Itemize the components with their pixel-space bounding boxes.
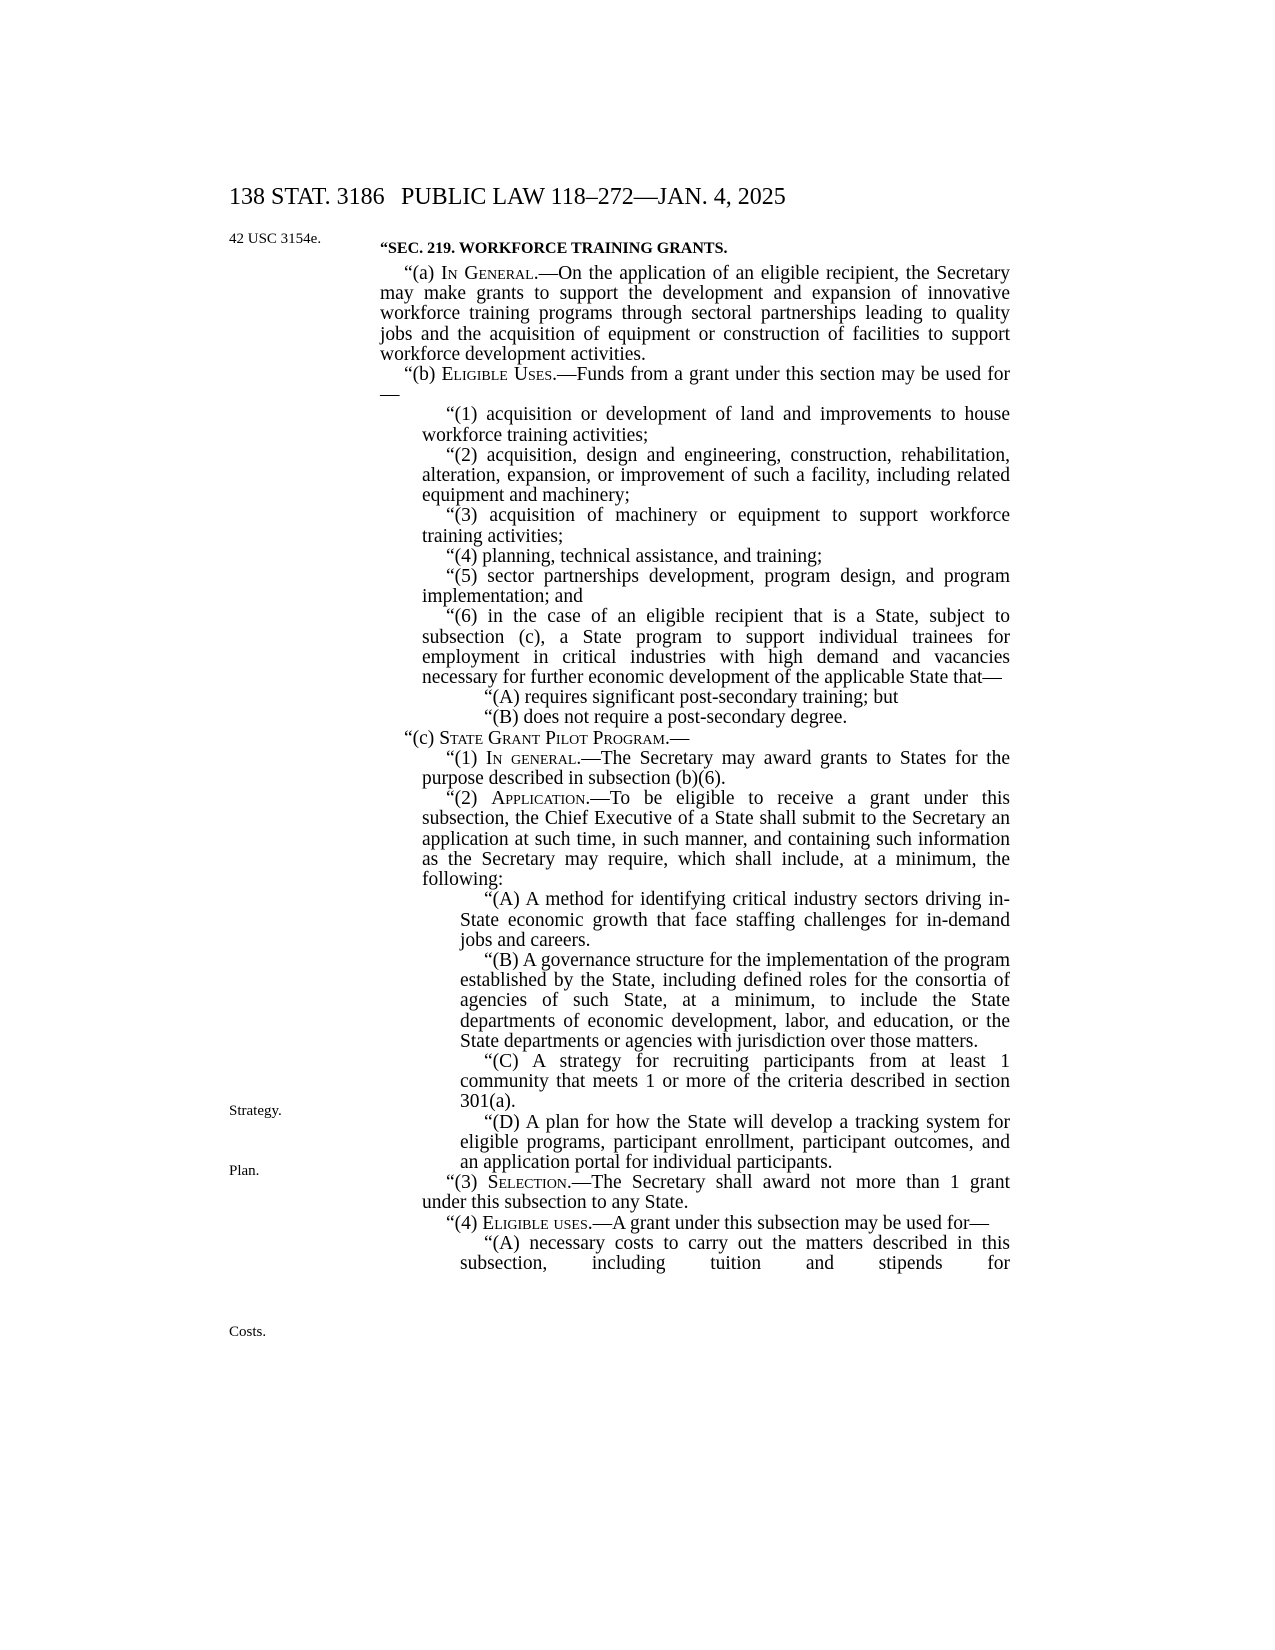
subparagraph-b-6-a: “(A) requires significant post-secondary training; but [484,687,899,709]
paragraph-c-4: “(4) Eligible uses.—A grant under this subsection may be used for— [446,1212,990,1234]
public-law-title: PUBLIC LAW 118–272—JAN. 4, 2025 [401,184,786,210]
stat-reference: 138 STAT. 3186 [229,184,385,210]
subparagraph-c-2-d: “(D) A plan for how the State will develop a tracking system for eligible programs, participant enrollment, participant outcomes, and an application portal for individual participants. [460,1111,1010,1173]
paragraph-b-1: “(1) acquisition or development of land and improvements to house workforce training activities; [422,404,1010,446]
margin-note-plan: Plan. [229,1163,260,1179]
subparagraph-c-2-a: “(A) A method for identifying critical industry sectors driving in-State economic growth that face staffing challenges for in-demand jobs and careers. [460,889,1010,951]
margin-note-usc: 42 USC 3154e. [229,231,322,247]
subsection-c: “(c) State Grant Pilot Program.— [404,727,690,749]
paragraph-b-6: “(6) in the case of an eligible recipient that is a State, subject to subsection (c), a State program to support individual trainees for employment in critical industries with high demand and vacancies necessary for further economic development of the applicable State that— [422,606,1010,689]
subsection-b: “(b) Eligible Uses.—Funds from a grant under this section may be used for— [380,364,1010,406]
subparagraph-c-2-b: “(B) A governance structure for the implementation of the program established by the State, including defined roles for the consortia of agencies of such State, at a minimum, to include the State departments of economic development, labor, and education, or the State departments or agencies with jurisdiction over those matters. [460,949,1010,1052]
section-body [380,239,1010,1274]
paragraph-b-2: “(2) acquisition, design and engineering, construction, rehabilitation, alteration, expansion, or improvement of such a facility, including related equipment and machinery; [422,444,1010,507]
subparagraph-b-6-b: “(B) does not require a post-secondary degree. [484,707,848,729]
subsection-a: “(a) In General.—On the application of an eligible recipient, the Secretary may make grants to support the development and expansion of innovative workforce training programs through sectoral partnerships leading to quality jobs and the acquisition of equipment or construction of facilities to support workforce development activities. [380,263,1010,365]
subparagraph-c-4-a: “(A) necessary costs to carry out the matters described in this subsection, including tuition and stipends for [460,1232,1010,1274]
paragraph-b-4: “(4) planning, technical assistance, and training; [446,545,823,567]
subparagraph-c-2-c: “(C) A strategy for recruiting participants from at least 1 community that meets 1 or more of the criteria described in section 301(a). [460,1050,1010,1113]
margin-note-costs: Costs. [229,1324,267,1340]
margin-note-strategy: Strategy. [229,1103,282,1119]
paragraph-c-3: “(3) Selection.—The Secretary shall award not more than 1 grant under this subsection to any State. [422,1172,1010,1214]
paragraph-b-3: “(3) acquisition of machinery or equipment to support workforce training activities; [422,505,1010,547]
paragraph-b-5: “(5) sector partnerships development, program design, and program implementation; and [422,566,1010,608]
paragraph-c-2: “(2) Application.—To be eligible to receive a grant under this subsection, the Chief Executive of a State shall submit to the Secretary an application at such time, in such manner, and containing such information as the Secretary may require, which shall include, at a minimum, the following: [422,788,1010,891]
paragraph-c-1: “(1) In general.—The Secretary may award grants to States for the purpose described in subsection (b)(6). [422,747,1010,790]
section-heading: “SEC. 219. WORKFORCE TRAINING GRANTS. [380,240,728,257]
